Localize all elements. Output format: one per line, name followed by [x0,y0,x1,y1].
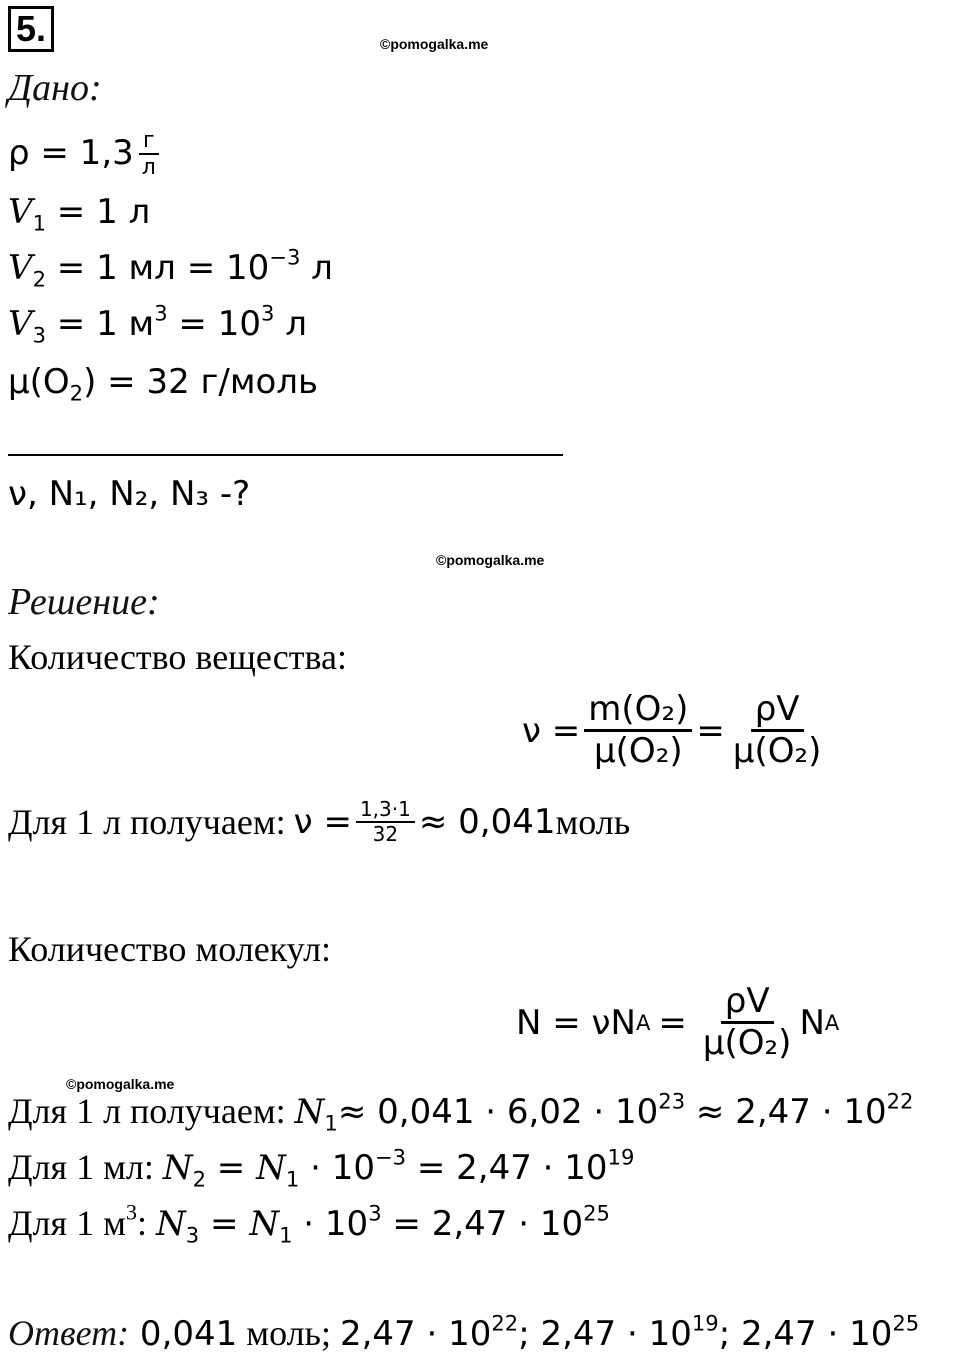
calc3-res: = 2,47 · 10 [406,1148,608,1188]
formula-amount [522,690,829,771]
answer-a1: 0,041 [129,1314,238,1354]
answer-a4: ; 2,47 · 10 [718,1314,893,1354]
f2-lhs: N = νN [516,1002,636,1043]
calc2-mid: ≈ 2,47 · 10 [685,1092,887,1132]
f2-den: μ(O₂) [702,1023,792,1064]
answer-a4-exp: 25 [892,1310,920,1336]
v3-text: = 1 м [45,304,155,344]
watermark-2: ©pomogalka.me [436,552,545,568]
calc2-exp1: 23 [658,1088,686,1114]
calc3-exp1: −3 [374,1144,407,1170]
calc1-unit: моль [555,802,631,842]
mu-rest: ) = 32 г/моль [83,362,319,402]
calc2-exp2: 22 [886,1088,914,1114]
calc4-mid: · 10 [292,1204,369,1244]
calc1-den: 32 [372,822,399,846]
rho-unit-den: л [141,155,156,181]
answer-label: Ответ: [8,1313,130,1353]
calc4-prefix: Для 1 м [8,1203,126,1243]
calc3-exp2: 19 [607,1144,635,1170]
calc4-exp1: 3 [368,1200,382,1226]
v3-exp2: 3 [260,300,275,326]
answer-a2: 2,47 · 10 [339,1314,492,1354]
answer-a3: ; 2,47 · 10 [518,1314,692,1354]
calc4-res: = 2,47 · 10 [381,1204,584,1244]
calc1-prefix: Для 1 л получаем: [8,802,286,842]
given-heading: Дано: [8,67,102,109]
given-v1: $V_1 = 1$ л [8,192,151,236]
given-rho [8,128,164,181]
answer-a3-exp: 19 [691,1310,719,1336]
calc3-prefix: Для 1 мл: [8,1147,163,1187]
answer-line [8,1312,919,1354]
v3-tail: л [274,304,307,344]
formula-molecules: N = νN A = $\frac{\rho V}{\text{μ(O₂)}}$ N A [516,981,840,1064]
v2-exp: −3 [269,244,301,270]
f1-lhs: ν = [522,710,581,751]
given-v2: $V_2 = 1$ мл = $10^{-3}$ л [8,244,333,292]
calc3-expr: = [206,1148,257,1188]
calc1-num: 1,3·1 [356,798,415,823]
given-v3: $V_3 = 1$ $м^3 = 10^3$ л [8,300,307,348]
calc3-mid: · 10 [299,1148,375,1188]
rho-text: ρ = 1,3 [8,132,134,173]
given-mu: $\mu(O_2) = 32$ г/моль [8,362,319,406]
calc4-prefix-exp: 3 [125,1199,138,1225]
calc-amount [8,798,630,846]
f2-num: ρV [721,982,774,1024]
f1-den1: μ(O₂) [594,731,683,772]
calc2-prefix: Для 1 л получаем: [8,1091,295,1131]
f1-eq: = [696,710,725,751]
v3-mid: = 10 [167,304,261,344]
calc4-exp2: 25 [583,1200,610,1226]
v2-text: = 1 мл = 10 [45,248,270,288]
calc-molecules-3: Для 1 $м^3$: $N_3 = N_1 \cdot 10^3 = 2,47 \cdot 10^{25}$ [8,1199,610,1248]
v2-tail: л [300,248,333,288]
molecules-label: Количество молекул: [8,929,332,969]
mu-lhs: μ(O [8,362,70,402]
calc-molecules-1: Для 1 л получаем: $N_1\approx 0,041 \cdot 6,02 \cdot 10^{23} \approx 2,47 \cdot 10^{22}$ [8,1088,914,1136]
find-line: ν, N₁, N₂, N₃ -? [8,474,251,514]
watermark: ©pomogalka.me [380,36,489,52]
answer-a2-exp: 22 [491,1310,519,1336]
f1-num1: m(O₂) [584,690,692,732]
calc2-expr: ≈ 0,041 · 6,02 · 10 [337,1092,659,1132]
amount-label: Количество вещества: [8,637,347,677]
calc-molecules-2: Для 1 мл: $N_2 = N_1 \cdot 10^{-3} = 2,47 \cdot 10^{19}$ [8,1144,635,1192]
rho-unit-num: г [139,128,159,155]
watermark-3: ©pomogalka.me [66,1076,175,1092]
calc1-result: ≈ 0,041 [418,802,556,842]
calc1-nu: ν = [293,802,352,842]
answer-a1-unit: моль; [237,1313,340,1353]
f1-num2: ρV [751,690,804,732]
v1-text: = 1 л [45,192,151,232]
solution-heading: Решение: [8,581,160,623]
f2-eq: = [658,1002,687,1043]
f1-den2: μ(O₂) [732,731,822,772]
divider-line [8,454,563,456]
calc4-prefix-tail: : [137,1203,157,1243]
problem-number: 5. [8,6,54,52]
v3-exp: 3 [154,300,168,326]
f2-tail: N [799,1002,825,1043]
